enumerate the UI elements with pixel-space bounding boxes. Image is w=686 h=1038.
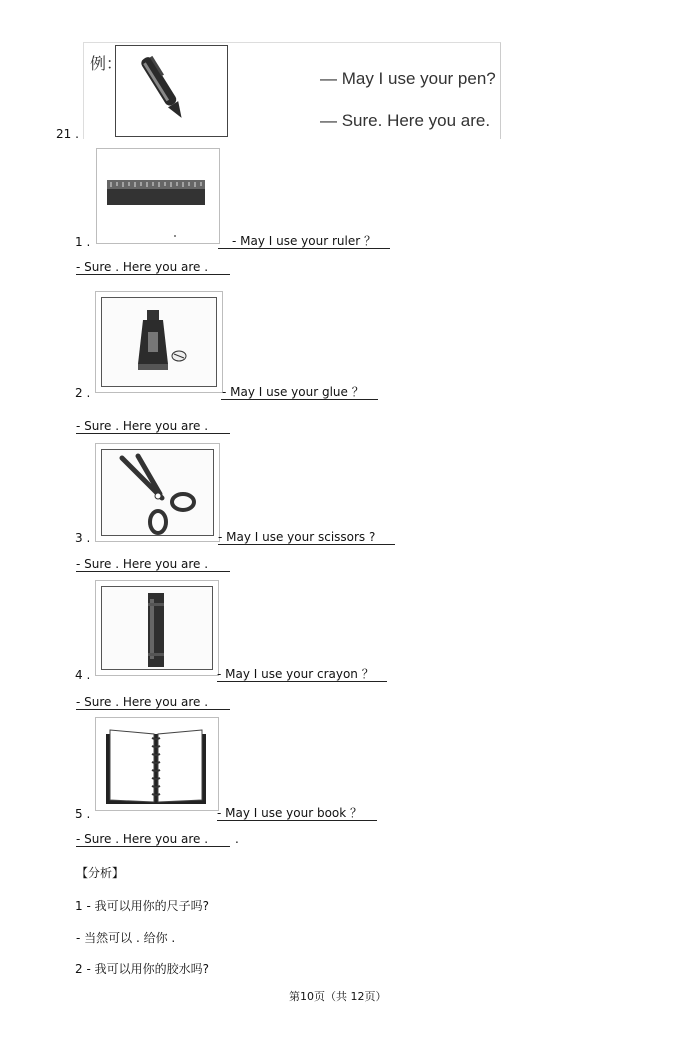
pen-picture <box>115 45 228 137</box>
ruler-icon <box>97 149 219 243</box>
item-4-question: - May I use your crayon ？ <box>217 667 387 682</box>
item-4-answer: - Sure . Here you are . <box>76 695 230 710</box>
item-1-number: 1 . <box>75 235 91 249</box>
analysis-line-2: - 当然可以 . 给你 . <box>76 931 176 945</box>
item-3-question: - May I use your scissors ? <box>218 530 395 545</box>
item-1-question: - May I use your ruler ？ <box>218 234 390 249</box>
glue-icon <box>96 292 222 392</box>
question-number: 21 . <box>56 127 79 141</box>
book-picture <box>95 717 219 811</box>
example-box <box>83 42 501 139</box>
example-label: 例： <box>90 54 123 73</box>
page-footer: 第10页（共 12页） <box>289 990 387 1003</box>
item-5-answer: - Sure . Here you are . <box>76 832 230 847</box>
item-5-question: - May I use your book ？ <box>217 806 377 821</box>
analysis-line-1: 1 - 我可以用你的尺子吗? <box>75 899 209 913</box>
analysis-line-3: 2 - 我可以用你的胶水吗? <box>75 962 209 976</box>
example-answer: — Sure. Here you are. <box>320 111 491 130</box>
scissors-icon <box>96 444 219 541</box>
ruler-picture <box>96 148 220 244</box>
item-3-answer: - Sure . Here you are . <box>76 557 230 572</box>
glue-picture <box>95 291 223 393</box>
example-question: — May I use your pen? <box>320 69 496 88</box>
item-2-number: 2 . <box>75 386 91 400</box>
trailing-period: . <box>235 832 239 846</box>
pen-icon <box>116 46 227 136</box>
item-4-number: 4 . <box>75 668 91 682</box>
item-1-answer: - Sure . Here you are . <box>76 260 230 275</box>
book-icon <box>96 718 218 810</box>
item-2-answer: - Sure . Here you are . <box>76 419 230 434</box>
item-3-number: 3 . <box>75 531 91 545</box>
item-2-question: - May I use your glue ？ <box>221 385 378 400</box>
item-5-number: 5 . <box>75 807 91 821</box>
crayon-icon <box>96 581 218 675</box>
crayon-picture <box>95 580 219 676</box>
scissors-picture <box>95 443 220 542</box>
analysis-heading: 【分析】 <box>76 866 125 880</box>
